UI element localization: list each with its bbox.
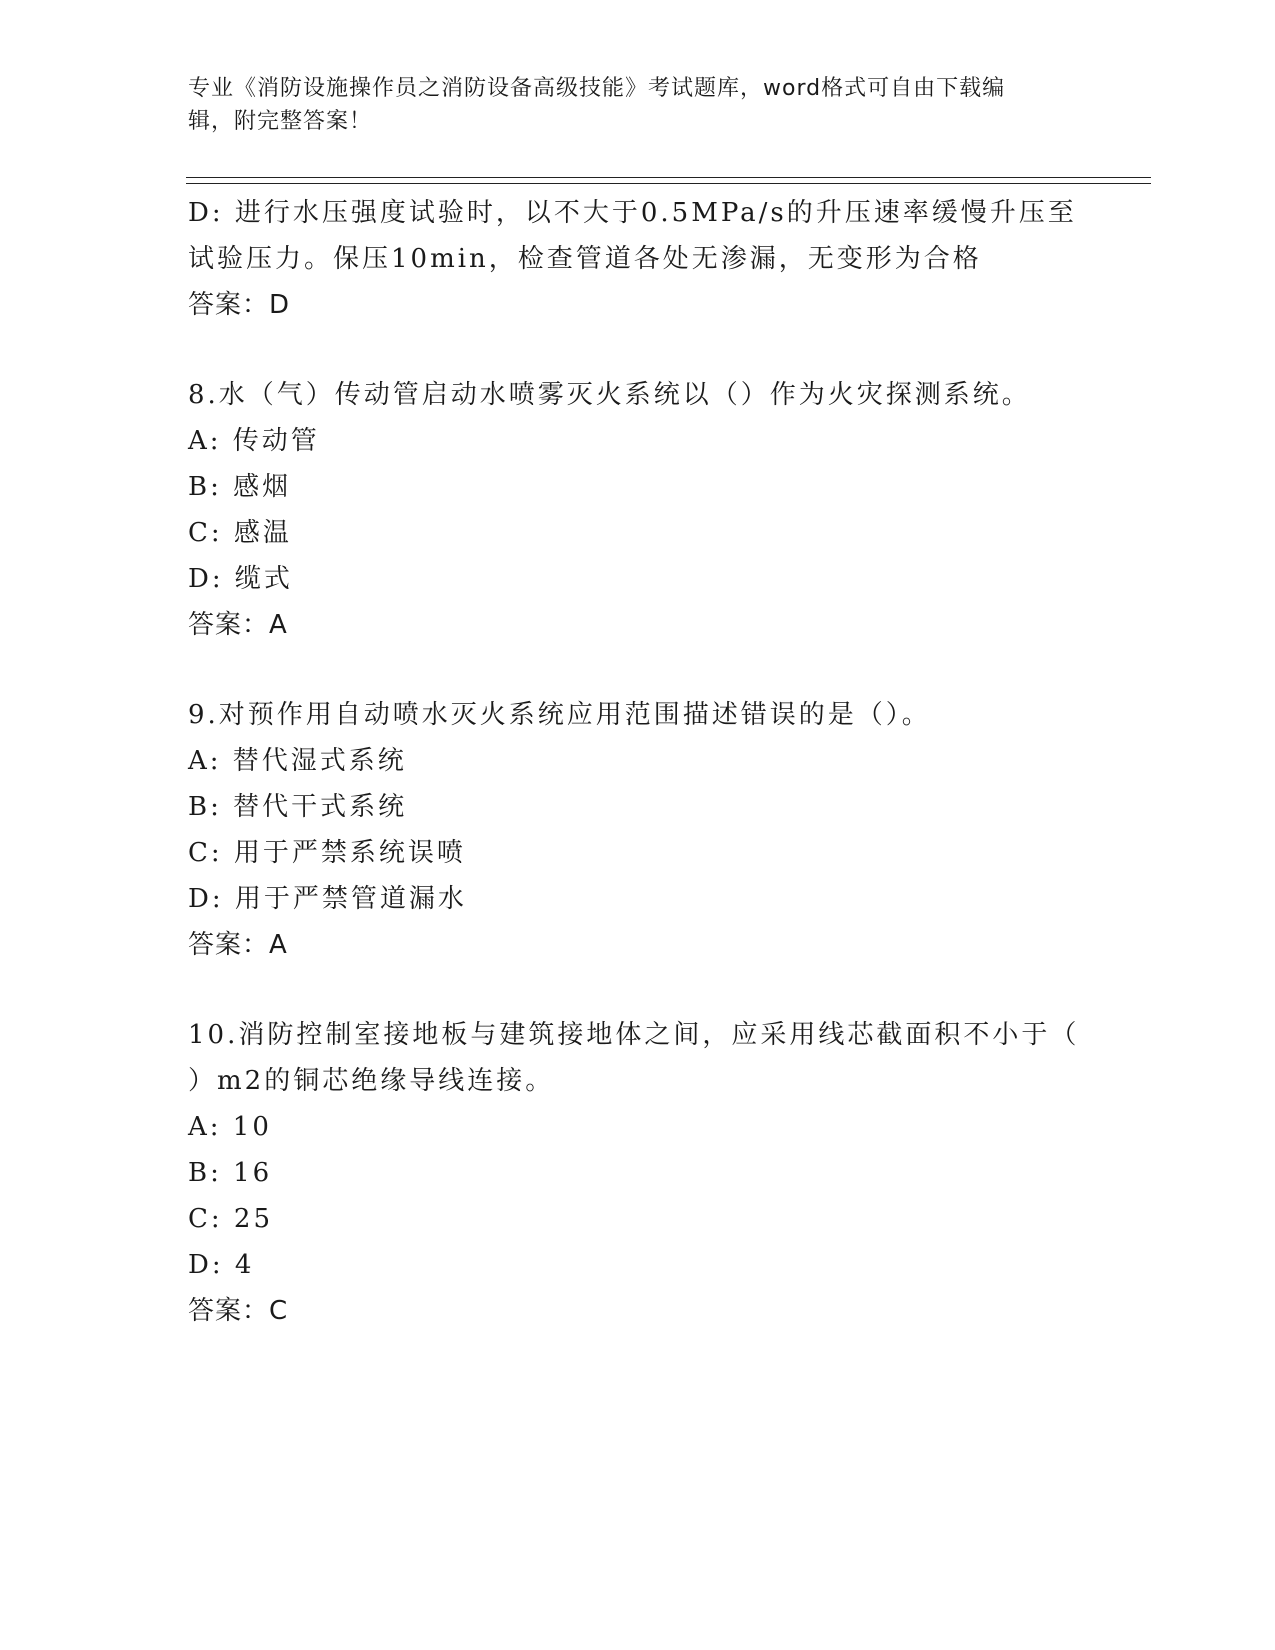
- option-a: A: 传动管: [188, 426, 320, 456]
- option-d: D: 进行水压强度试验时，以不大于0.5MPa/s的升压速率缓慢升压至: [188, 198, 1077, 228]
- question-stem-continued: ）m2的铜芯绝缘导线连接。: [188, 1066, 555, 1096]
- header-divider-top: [186, 177, 1151, 178]
- option-b: B: 替代干式系统: [188, 792, 408, 822]
- option-d: D: 缆式: [188, 564, 293, 594]
- header-line-1: 专业《消防设施操作员之消防设备高级技能》考试题库，word格式可自由下载编: [188, 76, 1006, 101]
- question-stem: 9.对预作用自动喷水灭火系统应用范围描述错误的是（）。: [188, 700, 931, 730]
- option-b: B: 16: [188, 1158, 273, 1188]
- option-b: B: 感烟: [188, 472, 292, 502]
- option-d: D: 用于严禁管道漏水: [188, 884, 467, 914]
- answer-line: 答案：D: [188, 290, 291, 320]
- header-line-2: 辑，附完整答案！: [188, 109, 373, 134]
- answer-line: 答案：A: [188, 610, 288, 640]
- option-c: C: 25: [188, 1204, 274, 1234]
- answer-line: 答案：A: [188, 930, 288, 960]
- answer-line: 答案：C: [188, 1296, 289, 1326]
- question-9: [188, 692, 1088, 968]
- question-7-continuation: [188, 190, 1088, 328]
- option-a: A: 替代湿式系统: [188, 746, 407, 776]
- option-a: A: 10: [188, 1112, 272, 1142]
- question-8: [188, 372, 1088, 648]
- document-header: [188, 72, 1088, 138]
- question-10: [188, 1012, 1088, 1334]
- header-divider-bottom: [186, 183, 1151, 184]
- question-stem: 10.消防控制室接地板与建筑接地体之间，应采用线芯截面积不小于（: [188, 1020, 1080, 1050]
- option-c: C: 感温: [188, 518, 292, 548]
- question-content: [188, 190, 1088, 1334]
- option-d: D: 4: [188, 1250, 255, 1280]
- question-stem: 8.水（气）传动管启动水喷雾灭火系统以（）作为火灾探测系统。: [188, 380, 1031, 410]
- option-d-continued: 试验压力。保压10min，检查管道各处无渗漏，无变形为合格: [188, 244, 982, 274]
- option-c: C: 用于严禁系统误喷: [188, 838, 466, 868]
